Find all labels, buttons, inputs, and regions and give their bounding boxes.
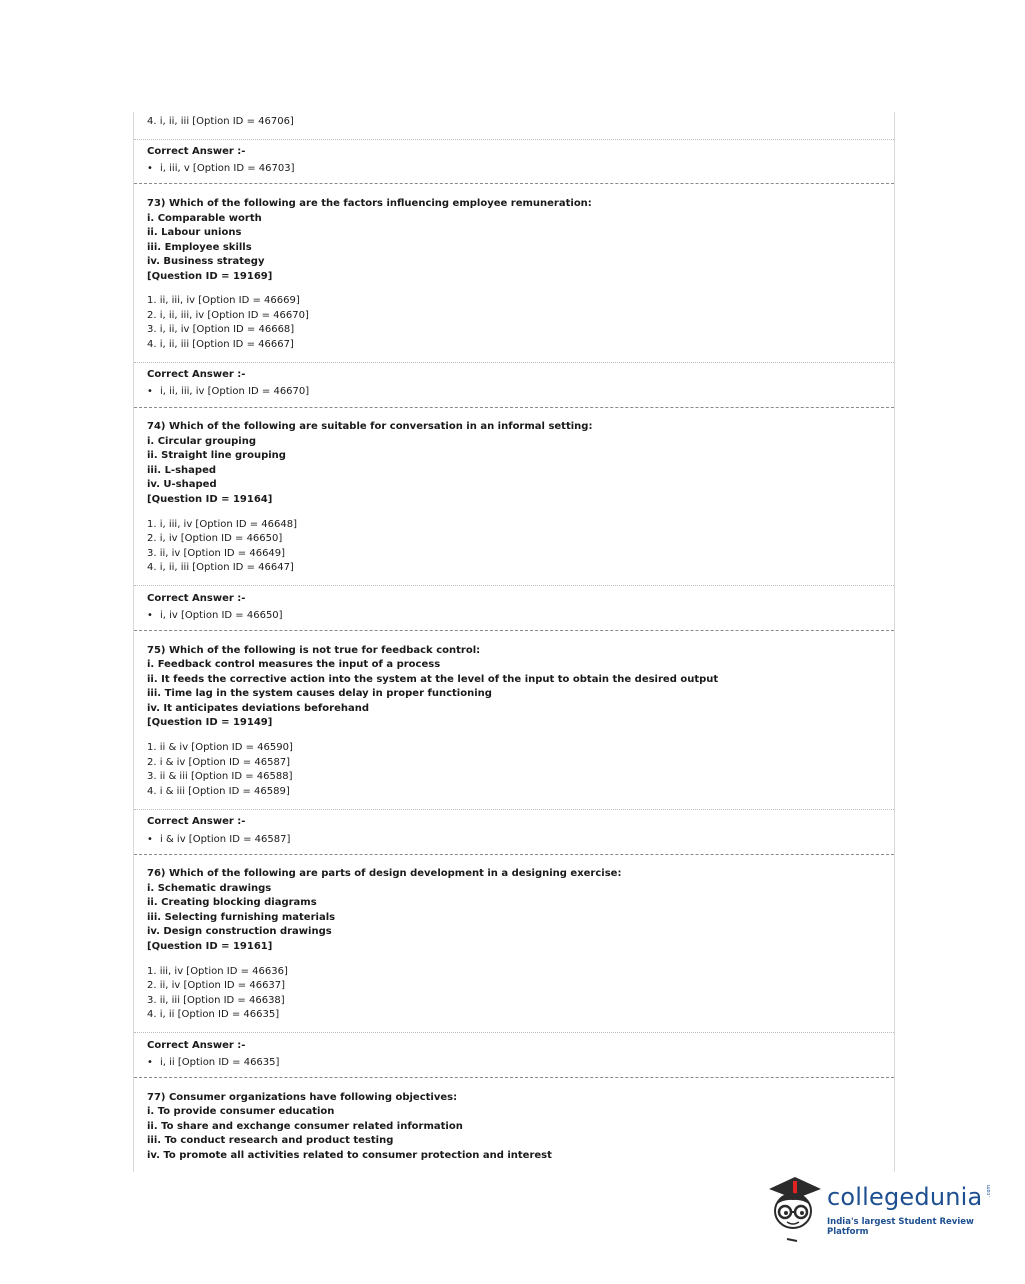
statement-line: iv. Business strategy xyxy=(147,256,265,267)
statement-line: i. To provide consumer education xyxy=(147,1106,335,1117)
logo-tagline: India's largest Student Review Platform xyxy=(827,1217,974,1237)
option-line: 2. i, iv [Option ID = 46650] xyxy=(147,533,283,544)
option-line: 3. ii, iv [Option ID = 46649] xyxy=(147,547,286,559)
question-title: 75) Which of the following is not true for feedback control: xyxy=(147,644,481,656)
question-divider xyxy=(134,183,894,184)
statement-line: ii. Straight line grouping xyxy=(147,450,286,461)
question-title: 73) Which of the following are the factors influencing employee remuneration: xyxy=(147,198,592,209)
mascot-icon xyxy=(765,1175,825,1245)
correct-answer-label: Correct Answer :- xyxy=(147,146,246,157)
correct-answer-label: Correct Answer :- xyxy=(147,1039,246,1051)
statement-line: ii. To share and exchange consumer related information xyxy=(147,1120,463,1132)
logo-dotcom: .com xyxy=(986,1184,992,1197)
statement-line: ii. Labour unions xyxy=(147,227,242,238)
statement-line: iv. To promote all activities related to consumer protection and interest xyxy=(147,1149,552,1161)
divider xyxy=(134,139,894,140)
statement-line: i. Schematic drawings xyxy=(147,882,272,894)
option-line: 2. ii, iv [Option ID = 46637] xyxy=(147,980,286,991)
correct-answer: • i, iv [Option ID = 46650] xyxy=(147,609,283,622)
logo-wordmark: collegedunia xyxy=(827,1183,983,1211)
statement-line: iv. Design construction drawings xyxy=(147,926,332,937)
option-line: 1. i, iii, iv [Option ID = 46648] xyxy=(147,518,297,530)
option-line: 1. ii, iii, iv [Option ID = 46669] xyxy=(147,295,300,306)
statement-line: ii. Creating blocking diagrams xyxy=(147,897,317,908)
statement-line: i. Comparable worth xyxy=(147,212,262,224)
divider xyxy=(134,1032,894,1033)
statement-line: iii. Time lag in the system causes delay in proper functioning xyxy=(147,688,492,699)
correct-answer-label: Correct Answer :- xyxy=(147,816,246,827)
correct-answer: • i, ii, iii, iv [Option ID = 46670] xyxy=(147,385,309,398)
statement-line: iii. To conduct research and product testing xyxy=(147,1135,394,1146)
statement-line: iv. It anticipates deviations beforehand xyxy=(147,702,370,714)
statement-line: iii. Selecting furnishing materials xyxy=(147,911,336,923)
question-id: [Question ID = 19161] xyxy=(147,940,273,952)
divider xyxy=(134,809,894,810)
question-paper-page xyxy=(133,112,895,1172)
question-title: 74) Which of the following are suitable for conversation in an informal setting: xyxy=(147,421,593,432)
statement-line: iii. Employee skills xyxy=(147,241,252,253)
correct-answer-label: Correct Answer :- xyxy=(147,369,246,380)
question-title: 77) Consumer organizations have following objectives: xyxy=(147,1091,458,1103)
statement-line: i. Circular grouping xyxy=(147,435,256,447)
option-line: 2. i, ii, iii, iv [Option ID = 46670] xyxy=(147,309,309,321)
statement-line: ii. It feeds the corrective action into the system at the level of the input to obtain the desired output xyxy=(147,673,719,685)
question-title: 76) Which of the following are parts of design development in a designing exercise: xyxy=(147,868,622,879)
divider xyxy=(134,362,894,363)
question-divider xyxy=(134,1077,894,1078)
option-line: 3. i, ii, iv [Option ID = 46668] xyxy=(147,324,295,335)
option-line: 3. ii & iii [Option ID = 46588] xyxy=(147,771,293,782)
correct-answer-label: Correct Answer :- xyxy=(147,592,246,604)
option-line: 1. iii, iv [Option ID = 46636] xyxy=(147,965,288,977)
option-line: 4. i, ii, iii [Option ID = 46706] xyxy=(147,116,294,127)
question-divider xyxy=(134,854,894,855)
question-id: [Question ID = 19149] xyxy=(147,717,273,728)
question-id: [Question ID = 19164] xyxy=(147,493,273,505)
option-line: 3. ii, iii [Option ID = 46638] xyxy=(147,994,285,1006)
option-line: 1. ii & iv [Option ID = 46590] xyxy=(147,742,293,753)
correct-answer: • i, ii [Option ID = 46635] xyxy=(147,1056,279,1069)
option-line: 4. i, ii [Option ID = 46635] xyxy=(147,1009,280,1020)
option-line: 4. i, ii, iii [Option ID = 46647] xyxy=(147,562,294,573)
option-line: 4. i, ii, iii [Option ID = 46667] xyxy=(147,338,294,350)
question-id: [Question ID = 19169] xyxy=(147,270,273,282)
collegedunia-logo xyxy=(765,1175,995,1245)
statement-line: iii. L-shaped xyxy=(147,464,217,476)
statement-line: iv. U-shaped xyxy=(147,479,217,490)
statement-line: i. Feedback control measures the input of a process xyxy=(147,659,441,670)
option-line: 4. i & iii [Option ID = 46589] xyxy=(147,785,290,797)
question-divider xyxy=(134,407,894,408)
question-divider xyxy=(134,630,894,631)
divider xyxy=(134,585,894,586)
option-line: 2. i & iv [Option ID = 46587] xyxy=(147,756,291,768)
correct-answer: • i, iii, v [Option ID = 46703] xyxy=(147,162,294,175)
correct-answer: • i & iv [Option ID = 46587] xyxy=(147,833,290,846)
